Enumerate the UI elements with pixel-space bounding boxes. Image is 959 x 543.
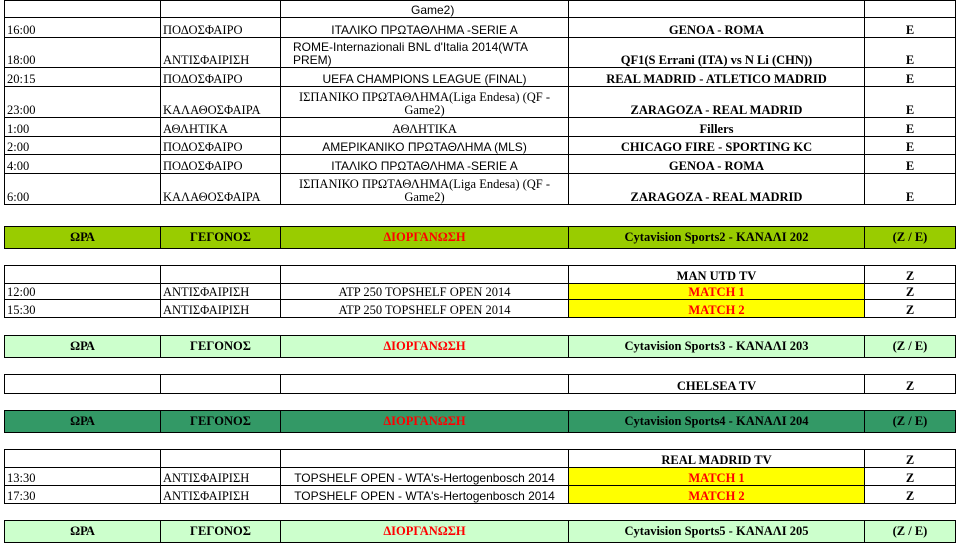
sport-cell: ΠΟΔΟΣΦΑΙΡΟ [161,155,281,174]
table-row [5,300,956,318]
table-row [5,1,956,18]
sport-cell: ΑΝΤΙΣΦΑΙΡΙΣΗ [161,38,281,68]
tag-cell: E [865,155,956,174]
match-cell: ZARAGOZA - REAL MADRID [569,87,865,118]
comp-cell: TOPSHELF OPEN - WTA's-Hertogenbosch 2014 [281,468,569,486]
header-tag: (Z / E) [865,521,956,543]
match-cell: MATCH 1 [569,468,865,486]
header-time: ΩΡΑ [5,411,161,433]
table-row [5,174,956,205]
header-time: ΩΡΑ [5,521,161,543]
channel-header-row [5,227,956,249]
table-row [5,87,956,118]
tag-cell: Z [865,266,956,284]
comp-cell: Game2) [281,1,569,18]
time-cell: 18:00 [5,38,161,68]
channel-title: CHELSEA TV [569,375,865,394]
match-cell: MATCH 2 [569,486,865,504]
header-org: ΔΙΟΡΓΑΝΩΣΗ [281,336,569,358]
comp-cell: ROME-Internazionali BNL d'Italia 2014(WTA PREM) [281,38,569,68]
comp-cell: ΙΤΑΛΙΚΟ ΠΡΩΤΑΘΛΗΜΑ -SERIE A [281,18,569,38]
spacer-row [5,249,956,266]
tag-cell: Z [865,468,956,486]
tag-cell: Z [865,300,956,318]
tag-cell: E [865,18,956,38]
comp-cell: ΑΜΕΡΙΚΑΝΙΚΟ ΠΡΩΤΑΘΛΗΜΑ (MLS) [281,137,569,155]
empty-cell [865,1,956,18]
empty-cell [161,266,281,284]
empty-cell [5,433,956,450]
empty-cell [5,1,161,18]
table-row [5,468,956,486]
table-row [5,118,956,137]
empty-cell [161,1,281,18]
channel-name: Cytavision Sports2 - ΚΑΝΑΛΙ 202 [569,227,865,249]
comp-cell: TOPSHELF OPEN - WTA's-Hertogenbosch 2014 [281,486,569,504]
header-tag: (Z / E) [865,227,956,249]
spacer-row [5,358,956,375]
tag-cell: E [865,87,956,118]
table-row [5,450,956,468]
header-org: ΔΙΟΡΓΑΝΩΣΗ [281,521,569,543]
time-cell: 2:00 [5,137,161,155]
empty-cell [569,1,865,18]
comp-cell: ΙΣΠΑΝΙΚΟ ΠΡΩΤΑΘΛΗΜΑ(Liga Endesa) (QF - Game2) [281,174,569,205]
spacer-row [5,504,956,521]
sport-cell: ΚΑΛΑΘΟΣΦΑΙΡΑ [161,174,281,205]
time-cell: 17:30 [5,486,161,504]
match-cell: GENOA - ROMA [569,18,865,38]
empty-cell [281,375,569,394]
channel-header-row [5,521,956,543]
header-org: ΔΙΟΡΓΑΝΩΣΗ [281,227,569,249]
time-cell: 13:30 [5,468,161,486]
empty-cell [5,205,956,227]
time-cell: 6:00 [5,174,161,205]
time-cell: 20:15 [5,68,161,87]
match-cell: Fillers [569,118,865,137]
comp-cell: ΑΘΛΗΤΙΚΑ [281,118,569,137]
channel-header-row [5,336,956,358]
empty-cell [5,450,161,468]
tag-cell: Z [865,375,956,394]
sport-cell: ΑΝΤΙΣΦΑΙΡΙΣΗ [161,468,281,486]
comp-cell: UEFA CHAMPIONS LEAGUE (FINAL) [281,68,569,87]
time-cell: 23:00 [5,87,161,118]
empty-cell [5,318,956,336]
sport-cell: ΑΘΛΗΤΙΚΑ [161,118,281,137]
sport-cell: ΠΟΔΟΣΦΑΙΡΟ [161,18,281,38]
table-row [5,68,956,87]
empty-cell [5,394,956,411]
match-cell: CHICAGO FIRE - SPORTING KC [569,137,865,155]
match-cell: MATCH 2 [569,300,865,318]
match-cell: QF1(S Errani (ITA) vs N Li (CHN)) [569,38,865,68]
header-event: ΓΕΓΟΝΟΣ [161,227,281,249]
empty-cell [5,266,161,284]
table-row [5,18,956,38]
time-cell: 16:00 [5,18,161,38]
spacer-row [5,205,956,227]
spacer-row [5,433,956,450]
tag-cell: E [865,137,956,155]
empty-cell [5,358,956,375]
sport-cell: ΚΑΛΑΘΟΣΦΑΙΡΑ [161,87,281,118]
empty-cell [161,375,281,394]
spacer-row [5,394,956,411]
channel-title: MAN UTD TV [569,266,865,284]
empty-cell [5,249,956,266]
sport-cell: ΑΝΤΙΣΦΑΙΡΙΣΗ [161,284,281,300]
header-tag: (Z / E) [865,411,956,433]
sport-cell: ΑΝΤΙΣΦΑΙΡΙΣΗ [161,486,281,504]
comp-cell: ΙΣΠΑΝΙΚΟ ΠΡΩΤΑΘΛΗΜΑ(Liga Endesa) (QF - Game2) [281,87,569,118]
comp-cell: ATP 250 TOPSHELF OPEN 2014 [281,284,569,300]
empty-cell [281,450,569,468]
tag-cell: Z [865,486,956,504]
channel-header-row [5,411,956,433]
comp-cell: ATP 250 TOPSHELF OPEN 2014 [281,300,569,318]
match-cell: GENOA - ROMA [569,155,865,174]
table-row [5,38,956,68]
match-cell: ZARAGOZA - REAL MADRID [569,174,865,205]
table-row [5,284,956,300]
header-org: ΔΙΟΡΓΑΝΩΣΗ [281,411,569,433]
header-event: ΓΕΓΟΝΟΣ [161,411,281,433]
sport-cell: ΠΟΔΟΣΦΑΙΡΟ [161,68,281,87]
comp-cell: ΙΤΑΛΙΚΟ ΠΡΩΤΑΘΛΗΜΑ -SERIE A [281,155,569,174]
channel-title: REAL MADRID TV [569,450,865,468]
time-cell: 15:30 [5,300,161,318]
header-time: ΩΡΑ [5,336,161,358]
sport-cell: ΑΝΤΙΣΦΑΙΡΙΣΗ [161,300,281,318]
schedule-table [4,0,956,543]
spacer-row [5,318,956,336]
tag-cell: E [865,174,956,205]
table-row [5,137,956,155]
header-event: ΓΕΓΟΝΟΣ [161,336,281,358]
tag-cell: Z [865,450,956,468]
sport-cell: ΠΟΔΟΣΦΑΙΡΟ [161,137,281,155]
header-tag: (Z / E) [865,336,956,358]
table-row [5,486,956,504]
tag-cell: E [865,118,956,137]
empty-cell [5,504,956,521]
empty-cell [281,266,569,284]
time-cell: 1:00 [5,118,161,137]
tag-cell: E [865,68,956,87]
table-row [5,375,956,394]
header-time: ΩΡΑ [5,227,161,249]
channel-name: Cytavision Sports3 - ΚΑΝΑΛΙ 203 [569,336,865,358]
tag-cell: Z [865,284,956,300]
channel-name: Cytavision Sports4 - ΚΑΝΑΛΙ 204 [569,411,865,433]
empty-cell [161,450,281,468]
table-row [5,266,956,284]
time-cell: 12:00 [5,284,161,300]
time-cell: 4:00 [5,155,161,174]
tag-cell: E [865,38,956,68]
match-cell: MATCH 1 [569,284,865,300]
empty-cell [5,375,161,394]
match-cell: REAL MADRID - ATLETICO MADRID [569,68,865,87]
channel-name: Cytavision Sports5 - ΚΑΝΑΛΙ 205 [569,521,865,543]
table-row [5,155,956,174]
header-event: ΓΕΓΟΝΟΣ [161,521,281,543]
